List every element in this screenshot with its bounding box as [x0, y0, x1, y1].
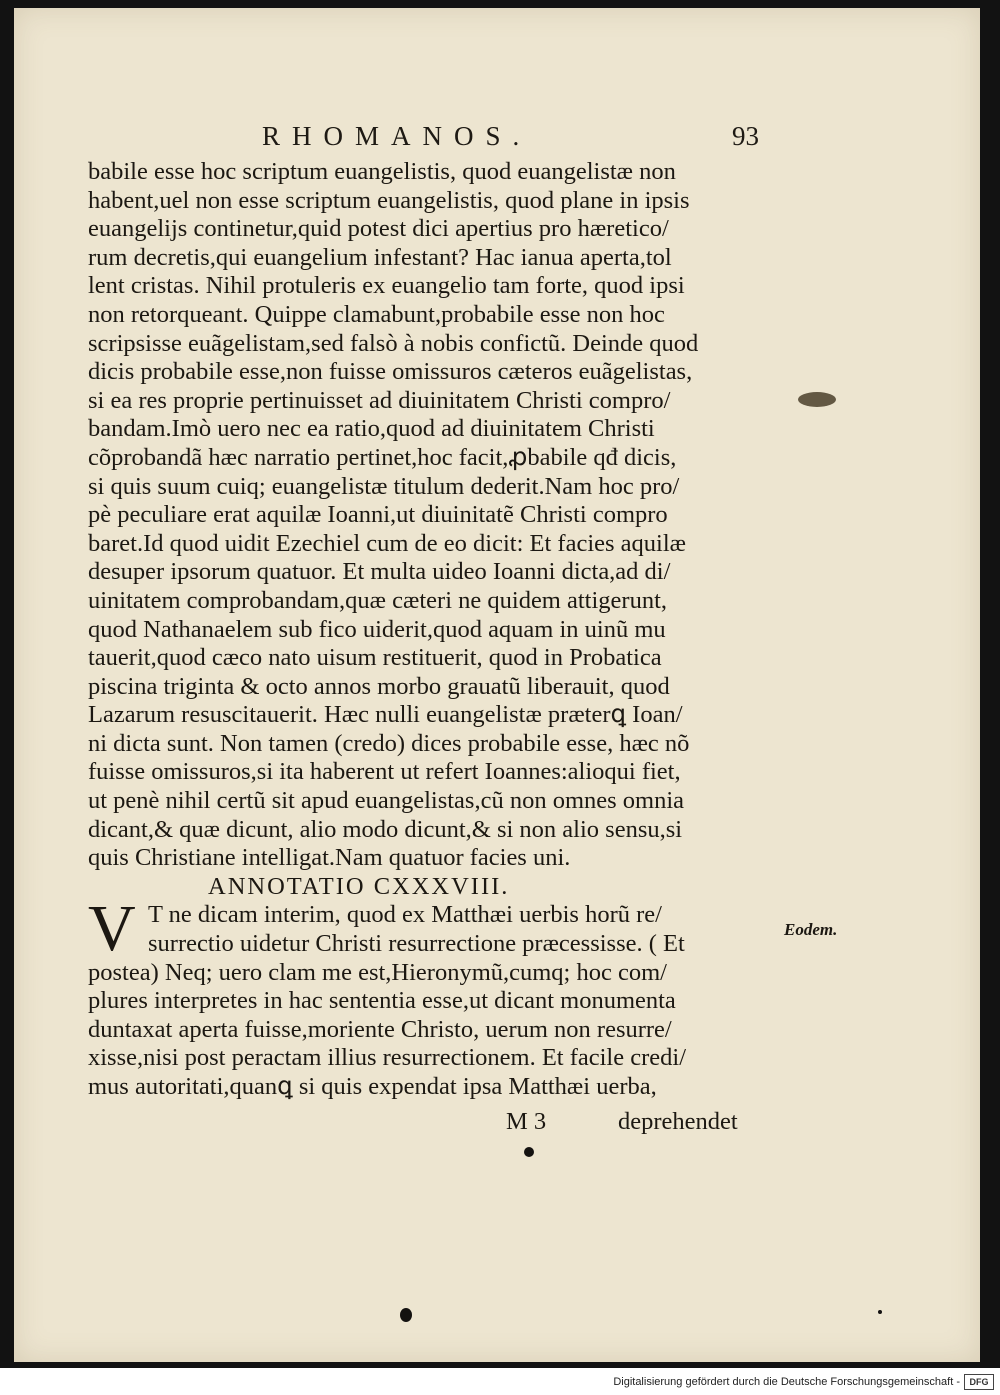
margin-note: Eodem.: [784, 920, 838, 939]
text-line: si ea res proprie pertinuisset ad diuinitatem Christi compro/: [88, 386, 671, 414]
catch-line: [88, 1108, 768, 1138]
text-line: dicant,& quæ dicunt, alio modo dicunt,& si non alio sensu,si: [88, 815, 683, 843]
dfg-logo: DFG: [964, 1374, 994, 1390]
ink-dot: [878, 1310, 882, 1314]
text-line: rum decretis,qui euangelium infestant? Hac ianua aperta,tol: [88, 243, 672, 271]
text-line: plures interpretes in hac sententia esse,ut dicant monumenta: [88, 987, 676, 1015]
paragraph-second: [88, 892, 768, 1101]
footer-bar: [0, 1368, 1000, 1395]
text-line: baret.Id quod uidit Ezechiel cum de eo dicit: Et facies aquilæ: [88, 529, 687, 557]
text-line: surrectio uidetur Christi resurrectione præcessisse. ( Et: [148, 930, 685, 958]
text-line: dicis probabile esse,non fuisse omissuros cæteros euãgelistas,: [88, 358, 693, 386]
text-line: duntaxat aperta fuisse,moriente Christo, uerum non resurre/: [88, 1015, 672, 1043]
text-line: ut penè nihil certũ sit apud euangelistas,cũ non omnes omnia: [88, 787, 685, 815]
page-number: 93: [732, 121, 759, 151]
annotation-heading: ANNOTATIO CXXXVIII.: [208, 872, 510, 900]
text-line: uinitatem comprobandam,quæ cæteri ne quidem attigerunt,: [88, 586, 668, 614]
text-line: tauerit,quod cæco nato uisum restituerit, quod in Probatica: [88, 644, 662, 672]
text-line: babile esse hoc scriptum euangelistis, quod euangelistæ non: [88, 158, 676, 185]
text-line: pè peculiare erat aquilæ Ioanni,ut diuinitatẽ Christi compro: [88, 501, 668, 529]
text-line: desuper ipsorum quatuor. Et multa uideo Ioanni dicta,ad di/: [88, 558, 671, 586]
paragraph-second-lines: [88, 892, 768, 1101]
text-line: non retorqueant. Quippe clamabunt,probabile esse non hoc: [88, 300, 665, 328]
digitization-credit: Digitalisierung gefördert durch die Deutsche Forschungsgemeinschaft -: [613, 1376, 960, 1388]
signature-mark: M 3: [506, 1108, 547, 1135]
text-line: lent cristas. Nihil protuleris ex euangelio tam forte, quod ipsi: [88, 272, 685, 300]
text-line: mus autoritati,quanꝗ si quis expendat ipsa Matthæi uerba,: [88, 1073, 657, 1100]
text-line: fuisse omissuros,si ita haberent ut refert Ioannes:alioqui fiet,: [88, 758, 681, 786]
text-line: bandam.Imò uero nec ea ratio,quod ad diuinitatem Christi: [88, 415, 655, 443]
text-line: postea) Neq; uero clam me est,Hieronymũ,cumq; hoc com/: [88, 958, 667, 986]
text-line: si quis suum cuiq; euangelistæ titulum dederit.Nam hoc pro/: [88, 472, 680, 500]
running-head: RHOMANOS.: [262, 121, 532, 151]
text-line: quod Nathanaelem sub fico uiderit,quod aquam in uinũ mu: [88, 615, 666, 643]
text-line: Lazarum resuscitauerit. Hæc nulli euangelistæ præterꝗ Ioan/: [88, 701, 683, 729]
text-line: xisse,nisi post peractam illius resurrectionem. Et facile credi/: [88, 1044, 687, 1072]
text-line: piscina triginta & octo annos morbo grauatũ liberauit, quod: [88, 672, 670, 700]
text-line: scripsisse euãgelistam,sed falsò à nobis confictũ. Deinde quod: [88, 329, 699, 357]
main-text-block: [88, 158, 768, 1102]
drop-cap: V: [88, 892, 136, 966]
ink-dot: [524, 1147, 534, 1157]
text-line: quis Christiane intelligat.Nam quatuor facies uni.: [88, 844, 571, 872]
ink-dot: [400, 1308, 412, 1322]
text-line: euangelijs continetur,quid potest dici apertius pro hæretico/: [88, 215, 669, 243]
text-line: ni dicta sunt. Non tamen (credo) dices probabile esse, hæc nõ: [88, 729, 690, 757]
text-line: cõprobandã hæc narratio pertinet,hoc facit,ꝓbabile qđ dicis,: [88, 443, 677, 471]
ink-blot: [798, 392, 836, 407]
catchword: deprehendet: [618, 1108, 738, 1135]
text-line: T ne dicam interim, quod ex Matthæi uerbis horũ re/: [148, 901, 662, 929]
paragraph-first: [88, 158, 768, 873]
text-line: habent,uel non esse scriptum euangelistis, quod plane in ipsis: [88, 186, 690, 214]
